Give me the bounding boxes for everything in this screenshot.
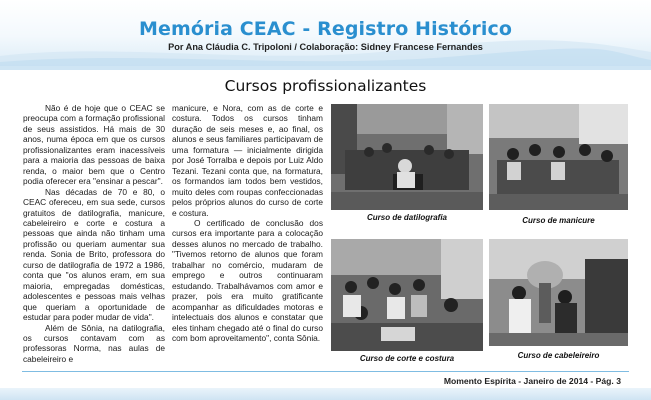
article-column-2 <box>172 103 323 343</box>
footer-rule <box>22 371 629 372</box>
footer-page-info: Momento Espírita - Janeiro de 2014 - Pág. 3 <box>443 376 621 386</box>
paragraph: Não é de hoje que o CEAC se preocupa com a formação profissional de seus assistidos. Há mais de 30 anos, numa época em que os cursos profissionalizantes eram inacessíveis para a maioria das pessoas de baixa renda, o maior bem que o Centro podia oferecer era "ensinar a pescar". <box>23 103 165 187</box>
hairdressing-class-photo <box>489 239 628 346</box>
paragraph: Além de Sônia, na datilografia, os cursos contavam com as professoras Norma, nas aulas de cabeleireiro e <box>23 322 165 364</box>
paragraph: O certificado de conclusão dos cursos era importante para a colocação desses alunos no mercado de trabalho. "Tivemos retorno de alunos que foram trabalhar no comércio, mudaram de emprego e outros continuaram estudando. Trabalhávamos com amor e prazer, pois era muito gratificante acompanhar as dificuldades motoras e intelectuais dos alunos e constatar que eles tinham chegado até o final do curso com bom aproveitamento", conta Sônia. <box>172 217 323 343</box>
article-column-1 <box>23 103 165 364</box>
paragraph: manicure, e Nora, com as de corte e costura. Todos os cursos tinham duração de seis meses e, ao final, os alunos e seus familiares participavam de uma formatura — inicialmente dirigida por José Torralba e depois por Luiz Aldo Tezani. Tezani conta que, na formatura, os formandos iam todos bem vestidos, muito deles com roupas confeccionadas pelos próprios alunos do curso de corte e costura. <box>172 103 323 218</box>
sewing-class-photo <box>331 239 483 351</box>
footer-band <box>0 388 651 400</box>
photo-caption: Curso de cabeleireiro <box>517 351 600 360</box>
page-title: Memória CEAC - Registro Histórico <box>138 18 513 40</box>
paragraph: Nas décadas de 70 e 80, o CEAC ofereceu, em sua sede, cursos gratuitos de datilografia, manicure, cabeleireiro e corte e costura a pessoas que ainda não tinham uma profissão ou queriam aumentar sua renda. Sonia de Brito, professora do curso de datilografia de 1972 a 1986, conta que "os alunos eram, em sua maioria, empregadas domésticas, adolescentes e pessoas mais velhas que queriam a oportunidade de estudar para poder mudar de vida". <box>23 186 165 323</box>
manicure-class-photo <box>489 104 628 210</box>
photo-caption: Curso de corte e costura <box>359 354 455 363</box>
photo-caption: Curso de manicure <box>522 216 595 225</box>
author-credits: Por Ana Cláudia C. Tripoloni / Colaboração: Sidney Francese Fernandes <box>168 42 483 52</box>
typing-class-photo <box>331 104 483 210</box>
section-title: Cursos profissionalizantes <box>224 77 427 95</box>
photo-caption: Curso de datilografia <box>366 213 447 222</box>
